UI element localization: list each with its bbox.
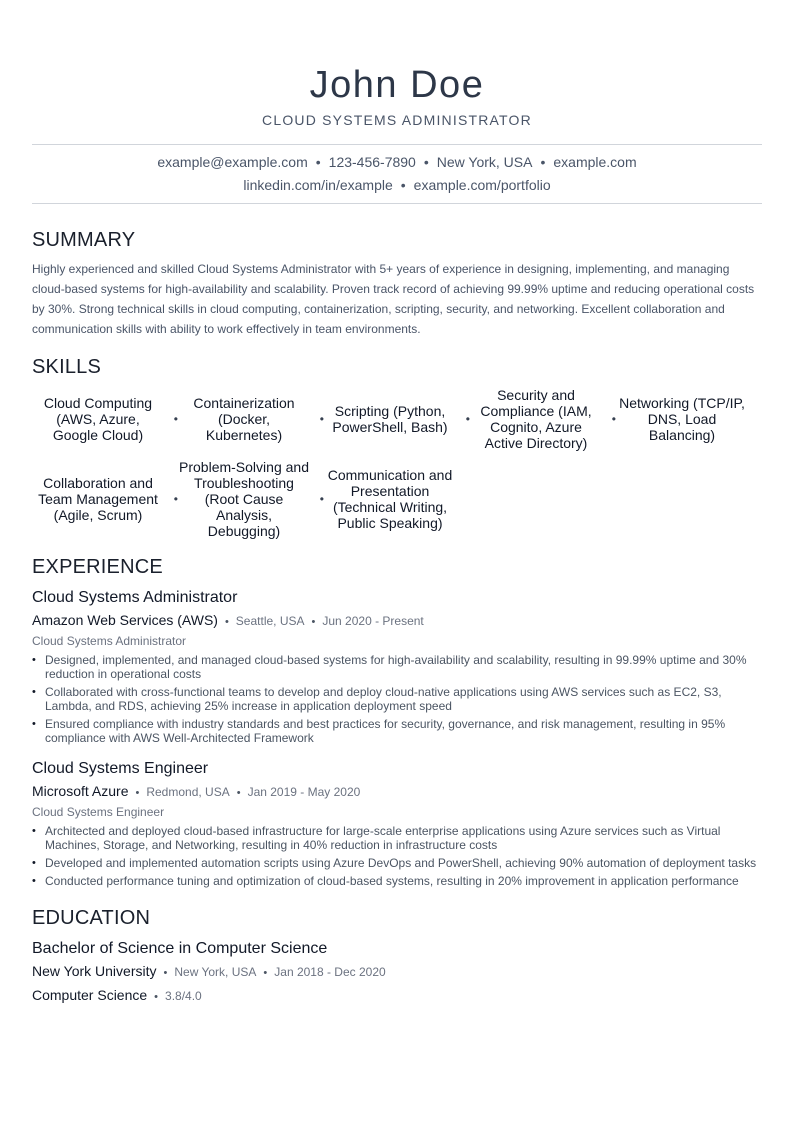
bullet-separator: • (400, 177, 406, 193)
list-item (32, 874, 762, 888)
contact-portfolio[interactable]: example.com/portfolio (413, 177, 551, 193)
contact-line-1 (32, 151, 762, 174)
contact-phone[interactable]: 123-456-7890 (328, 154, 416, 170)
skill-item (178, 459, 324, 539)
education-entry (32, 939, 762, 1007)
skill-item (32, 459, 178, 539)
job-entry (32, 759, 762, 888)
job-subtitle: Cloud Systems Engineer (32, 805, 165, 819)
contact-line-2 (32, 174, 762, 197)
skill-item (32, 387, 178, 451)
job-subtitle: Cloud Systems Administrator (32, 634, 187, 648)
summary-heading: SUMMARY (32, 229, 136, 251)
skill-item (324, 387, 470, 451)
job-entry (32, 588, 762, 745)
bullet-separator: • (319, 412, 324, 426)
bullet-separator: • (315, 154, 321, 170)
bullet-icon: • (32, 857, 36, 869)
job-dates: Jun 2020 - Present (322, 614, 424, 628)
education-dates: Jan 2018 - Dec 2020 (274, 965, 386, 979)
bullet-text: Developed and implemented automation scripts using Azure DevOps and PowerShell, achieving 90% automation of deployment tasks (45, 856, 757, 870)
education-school-line (32, 961, 762, 983)
skill-label: Collaboration and Team Management (Agile, Scrum) (38, 475, 158, 523)
bullet-icon: • (32, 825, 36, 837)
job-location: Seattle, USA (235, 614, 305, 628)
education-field: Computer Science (32, 987, 148, 1003)
contact-website[interactable]: example.com (553, 154, 637, 170)
skill-label: Security and Compliance (IAM, Cognito, Azure Active Directory) (480, 387, 592, 451)
header-divider-bottom (32, 203, 762, 204)
job-company: Microsoft Azure (32, 783, 129, 799)
job-meta (32, 782, 762, 802)
job-title: Cloud Systems Administrator (32, 589, 238, 606)
bullet-text: Designed, implemented, and managed cloud-based systems for high-availability and scalability, resulting in 99.99% uptime and 30% reduction in operational costs (45, 653, 747, 681)
job-meta (32, 611, 762, 631)
education-heading: EDUCATION (32, 907, 151, 929)
skill-label: Scripting (Python, PowerShell, Bash) (332, 403, 448, 435)
candidate-name: John Doe (309, 64, 485, 106)
list-item (32, 856, 762, 870)
education-section (32, 906, 762, 1007)
bullet-separator: • (465, 412, 470, 426)
bullet-separator: • (423, 154, 429, 170)
education-school: New York University (32, 963, 157, 979)
list-item (32, 717, 762, 745)
bullet-text: Collaborated with cross-functional teams to develop and deploy cloud-native applications using AWS services such as EC2, S3, Lambda, and RDS, achieving 25% increase in application deployment speed (45, 685, 722, 713)
resume-header (32, 0, 762, 128)
bullet-separator: • (311, 616, 316, 628)
skills-section (32, 355, 762, 539)
job-bullets (32, 653, 762, 745)
job-company: Amazon Web Services (AWS) (32, 612, 218, 628)
education-gpa: 3.8/4.0 (165, 989, 202, 1003)
contact-info (32, 145, 762, 203)
skill-label: Communication and Presentation (Technical Writing, Public Speaking) (327, 467, 453, 531)
bullet-separator: • (173, 492, 178, 506)
skill-label: Containerization (Docker, Kubernetes) (193, 395, 295, 443)
bullet-text: Conducted performance tuning and optimization of cloud-based systems, resulting in 20% improvement in application performance (45, 874, 739, 888)
bullet-text: Architected and deployed cloud-based infrastructure for large-scale enterprise applications using Azure services such as Virtual Machines, Storage, and Networking, resulting in 40% reduction in infrastructure costs (45, 824, 721, 852)
list-item (32, 653, 762, 681)
job-bullets (32, 824, 762, 888)
summary-text: Highly experienced and skilled Cloud Systems Administrator with 5+ years of experience in designing, implementing, and managing cloud-based systems for high-availability and scalability. Proven track record of achieving 99.99% uptime and reducing operational costs by 30%. Strong technical skills in cloud computing, containerization, scripting, security, and networking. Excellent collaboration and communication skills with ability to work effectively in team environments. (32, 262, 755, 336)
bullet-icon: • (32, 875, 36, 887)
education-location: New York, USA (174, 965, 257, 979)
bullet-separator: • (154, 991, 159, 1003)
skill-item (470, 387, 616, 451)
skills-heading: SKILLS (32, 356, 102, 378)
skills-grid (32, 387, 762, 539)
bullet-separator: • (540, 154, 546, 170)
skill-item (324, 459, 470, 539)
bullet-text: Ensured compliance with industry standards and best practices for security, governance, and risk management, resulting in 95% compliance with AWS Well-Architected Framework (45, 717, 726, 745)
experience-heading: EXPERIENCE (32, 556, 163, 578)
education-field-line (32, 985, 762, 1007)
list-item (32, 824, 762, 852)
bullet-separator: • (611, 412, 616, 426)
bullet-icon: • (32, 654, 36, 666)
skill-label: Problem-Solving and Troubleshooting (Root Cause Analysis, Debugging) (179, 459, 309, 539)
education-degree: Bachelor of Science in Computer Science (32, 940, 328, 957)
experience-section (32, 555, 762, 888)
job-location: Redmond, USA (146, 785, 230, 799)
skill-item (178, 387, 324, 451)
skill-label: Networking (TCP/IP, DNS, Load Balancing) (619, 395, 745, 443)
bullet-separator: • (319, 492, 324, 506)
bullet-separator: • (135, 787, 140, 799)
bullet-separator: • (263, 967, 268, 979)
bullet-separator: • (163, 967, 168, 979)
bullet-separator: • (173, 412, 178, 426)
bullet-separator: • (236, 787, 241, 799)
bullet-icon: • (32, 686, 36, 698)
job-dates: Jan 2019 - May 2020 (247, 785, 361, 799)
skill-item (616, 387, 762, 451)
candidate-role: CLOUD SYSTEMS ADMINISTRATOR (262, 112, 532, 128)
bullet-separator: • (224, 616, 229, 628)
contact-linkedin[interactable]: linkedin.com/in/example (243, 177, 393, 193)
job-title: Cloud Systems Engineer (32, 760, 209, 777)
list-item (32, 685, 762, 713)
contact-email[interactable]: example@example.com (157, 154, 308, 170)
bullet-icon: • (32, 718, 36, 730)
summary-section (32, 228, 762, 339)
skill-label: Cloud Computing (AWS, Azure, Google Cloud) (43, 395, 153, 443)
contact-location: New York, USA (436, 154, 533, 170)
